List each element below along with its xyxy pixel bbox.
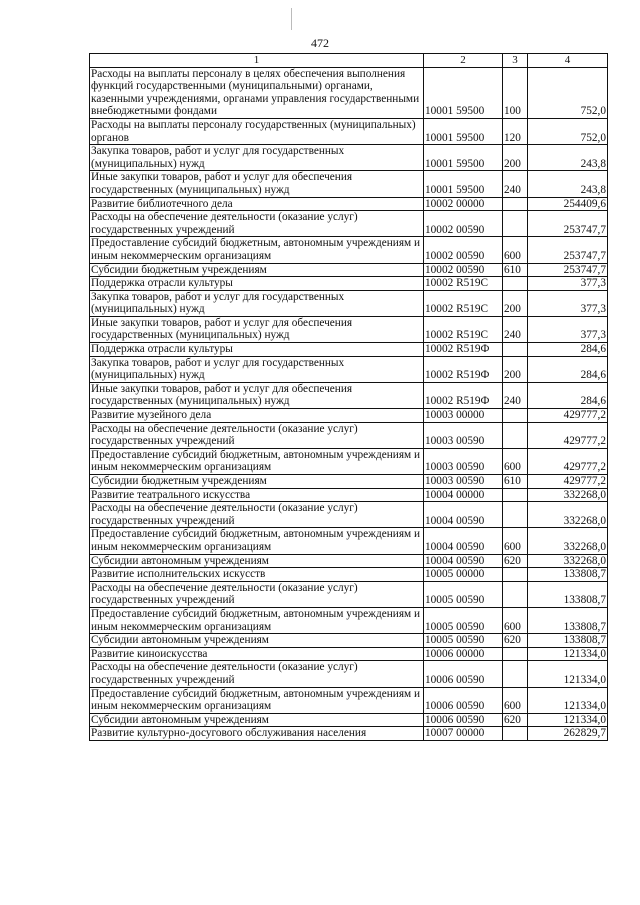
- table-row: [90, 727, 608, 741]
- page-number: 472: [311, 36, 329, 50]
- row-amount-cell: 121334,0: [528, 687, 608, 713]
- row-amount-cell: 429777,2: [528, 422, 608, 448]
- table-header-row: [90, 54, 608, 68]
- row-amount-cell: 332268,0: [528, 502, 608, 528]
- row-code-cell: 10001 59500: [424, 171, 503, 197]
- row-code-cell: 10004 00590: [424, 528, 503, 554]
- row-name-cell: Иные закупки товаров, работ и услуг для обеспечения государственных (муниципальных) нужд: [90, 382, 424, 408]
- row-name-cell: Субсидии бюджетным учреждениям: [90, 263, 424, 277]
- row-name-cell: Расходы на обеспечение деятельности (оказание услуг) государственных учреждений: [90, 581, 424, 607]
- row-code-cell: 10003 00590: [424, 422, 503, 448]
- row-group-cell: 120: [503, 118, 528, 144]
- row-group-cell: 600: [503, 528, 528, 554]
- row-group-cell: [503, 488, 528, 502]
- row-group-cell: [503, 409, 528, 423]
- row-amount-cell: 284,6: [528, 382, 608, 408]
- row-group-cell: 620: [503, 713, 528, 727]
- row-amount-cell: 377,3: [528, 277, 608, 291]
- row-code-cell: 10007 00000: [424, 727, 503, 741]
- row-code-cell: 10005 00590: [424, 607, 503, 633]
- table-row: [90, 171, 608, 197]
- row-amount-cell: 121334,0: [528, 647, 608, 661]
- row-name-cell: Развитие исполнительских искусств: [90, 568, 424, 582]
- row-amount-cell: 253747,7: [528, 237, 608, 263]
- row-name-cell: Иные закупки товаров, работ и услуг для обеспечения государственных (муниципальных) нужд: [90, 171, 424, 197]
- row-name-cell: Расходы на обеспечение деятельности (оказание услуг) государственных учреждений: [90, 502, 424, 528]
- row-code-cell: 10001 59500: [424, 118, 503, 144]
- row-amount-cell: 262829,7: [528, 727, 608, 741]
- table-row: [90, 67, 608, 118]
- row-group-cell: [503, 343, 528, 357]
- row-name-cell: Расходы на обеспечение деятельности (оказание услуг) государственных учреждений: [90, 661, 424, 687]
- row-code-cell: 10006 00590: [424, 687, 503, 713]
- row-amount-cell: 284,6: [528, 356, 608, 382]
- table-row: [90, 661, 608, 687]
- row-code-cell: 10002 R519C: [424, 277, 503, 291]
- row-group-cell: [503, 581, 528, 607]
- row-group-cell: 200: [503, 145, 528, 171]
- row-amount-cell: 133808,7: [528, 581, 608, 607]
- table-row: [90, 197, 608, 211]
- row-name-cell: Предоставление субсидий бюджетным, автономным учреждениям и иным некоммерческим организациям: [90, 528, 424, 554]
- row-group-cell: [503, 568, 528, 582]
- row-name-cell: Предоставление субсидий бюджетным, автономным учреждениям и иным некоммерческим организациям: [90, 687, 424, 713]
- row-name-cell: Субсидии автономным учреждениям: [90, 713, 424, 727]
- table-row: [90, 211, 608, 237]
- row-amount-cell: 429777,2: [528, 448, 608, 474]
- row-code-cell: 10004 00590: [424, 502, 503, 528]
- table-row: [90, 356, 608, 382]
- row-code-cell: 10005 00000: [424, 568, 503, 582]
- row-name-cell: Закупка товаров, работ и услуг для государственных (муниципальных) нужд: [90, 145, 424, 171]
- budget-table: [89, 53, 608, 741]
- row-name-cell: Предоставление субсидий бюджетным, автономным учреждениям и иным некоммерческим организациям: [90, 237, 424, 263]
- row-amount-cell: 332268,0: [528, 528, 608, 554]
- row-group-cell: [503, 277, 528, 291]
- row-code-cell: 10001 59500: [424, 67, 503, 118]
- row-name-cell: Поддержка отрасли культуры: [90, 277, 424, 291]
- row-code-cell: 10004 00590: [424, 554, 503, 568]
- row-amount-cell: 332268,0: [528, 554, 608, 568]
- row-code-cell: 10002 00590: [424, 237, 503, 263]
- row-code-cell: 10001 59500: [424, 145, 503, 171]
- row-name-cell: Закупка товаров, работ и услуг для государственных (муниципальных) нужд: [90, 290, 424, 316]
- header-col-2: 2: [424, 54, 503, 68]
- row-name-cell: Расходы на обеспечение деятельности (оказание услуг) государственных учреждений: [90, 211, 424, 237]
- table-row: [90, 528, 608, 554]
- row-name-cell: Субсидии автономным учреждениям: [90, 634, 424, 648]
- row-code-cell: 10002 R519C: [424, 316, 503, 342]
- row-name-cell: Развитие музейного дела: [90, 409, 424, 423]
- row-name-cell: Развитие киноискусства: [90, 647, 424, 661]
- row-code-cell: 10003 00590: [424, 475, 503, 489]
- row-name-cell: Предоставление субсидий бюджетным, автономным учреждениям и иным некоммерческим организациям: [90, 448, 424, 474]
- row-code-cell: 10003 00000: [424, 409, 503, 423]
- table-row: [90, 448, 608, 474]
- row-group-cell: 100: [503, 67, 528, 118]
- row-name-cell: Расходы на выплаты персоналу государственных (муниципальных) органов: [90, 118, 424, 144]
- row-group-cell: 240: [503, 171, 528, 197]
- table-row: [90, 488, 608, 502]
- table-row: [90, 145, 608, 171]
- table-row: [90, 343, 608, 357]
- row-name-cell: Иные закупки товаров, работ и услуг для обеспечения государственных (муниципальных) нужд: [90, 316, 424, 342]
- row-name-cell: Предоставление субсидий бюджетным, автономным учреждениям и иным некоммерческим организациям: [90, 607, 424, 633]
- row-amount-cell: 121334,0: [528, 661, 608, 687]
- row-group-cell: [503, 502, 528, 528]
- row-group-cell: 620: [503, 634, 528, 648]
- header-col-3: 3: [503, 54, 528, 68]
- row-group-cell: 610: [503, 475, 528, 489]
- row-amount-cell: 133808,7: [528, 607, 608, 633]
- row-name-cell: Расходы на обеспечение деятельности (оказание услуг) государственных учреждений: [90, 422, 424, 448]
- row-amount-cell: 133808,7: [528, 568, 608, 582]
- row-code-cell: 10003 00590: [424, 448, 503, 474]
- table-row: [90, 502, 608, 528]
- table-row: [90, 118, 608, 144]
- row-amount-cell: 377,3: [528, 290, 608, 316]
- row-amount-cell: 243,8: [528, 171, 608, 197]
- table-row: [90, 634, 608, 648]
- row-group-cell: 600: [503, 607, 528, 633]
- table-row: [90, 237, 608, 263]
- scan-artifact-line: [291, 8, 292, 30]
- row-code-cell: 10002 00000: [424, 197, 503, 211]
- row-amount-cell: 253747,7: [528, 263, 608, 277]
- row-code-cell: 10006 00000: [424, 647, 503, 661]
- table-row: [90, 422, 608, 448]
- row-group-cell: 240: [503, 316, 528, 342]
- row-name-cell: Закупка товаров, работ и услуг для государственных (муниципальных) нужд: [90, 356, 424, 382]
- row-name-cell: Развитие культурно-досугового обслуживания населения: [90, 727, 424, 741]
- table-row: [90, 290, 608, 316]
- row-name-cell: Поддержка отрасли культуры: [90, 343, 424, 357]
- row-amount-cell: 254409,6: [528, 197, 608, 211]
- row-code-cell: 10005 00590: [424, 634, 503, 648]
- table-row: [90, 647, 608, 661]
- row-name-cell: Развитие театрального искусства: [90, 488, 424, 502]
- row-group-cell: [503, 661, 528, 687]
- row-group-cell: 610: [503, 263, 528, 277]
- row-code-cell: 10002 R519Ф: [424, 382, 503, 408]
- table-row: [90, 409, 608, 423]
- table-row: [90, 277, 608, 291]
- row-group-cell: 240: [503, 382, 528, 408]
- row-code-cell: 10002 R519C: [424, 290, 503, 316]
- table-row: [90, 316, 608, 342]
- row-code-cell: 10006 00590: [424, 661, 503, 687]
- table-row: [90, 475, 608, 489]
- row-code-cell: 10002 00590: [424, 211, 503, 237]
- row-code-cell: 10005 00590: [424, 581, 503, 607]
- row-group-cell: 600: [503, 237, 528, 263]
- row-amount-cell: 243,8: [528, 145, 608, 171]
- row-group-cell: [503, 197, 528, 211]
- row-amount-cell: 253747,7: [528, 211, 608, 237]
- row-group-cell: 600: [503, 448, 528, 474]
- row-group-cell: [503, 211, 528, 237]
- row-group-cell: 200: [503, 290, 528, 316]
- row-code-cell: 10002 R519Ф: [424, 356, 503, 382]
- table-row: [90, 581, 608, 607]
- row-code-cell: 10002 00590: [424, 263, 503, 277]
- row-amount-cell: 284,6: [528, 343, 608, 357]
- row-name-cell: Субсидии бюджетным учреждениям: [90, 475, 424, 489]
- row-group-cell: [503, 422, 528, 448]
- row-group-cell: [503, 647, 528, 661]
- row-code-cell: 10006 00590: [424, 713, 503, 727]
- row-amount-cell: 121334,0: [528, 713, 608, 727]
- row-group-cell: [503, 727, 528, 741]
- header-col-1: 1: [90, 54, 424, 68]
- row-amount-cell: 133808,7: [528, 634, 608, 648]
- row-amount-cell: 429777,2: [528, 475, 608, 489]
- table-row: [90, 687, 608, 713]
- row-group-cell: 200: [503, 356, 528, 382]
- row-code-cell: 10002 R519Ф: [424, 343, 503, 357]
- budget-table-body: [90, 54, 608, 741]
- row-amount-cell: 429777,2: [528, 409, 608, 423]
- table-row: [90, 713, 608, 727]
- table-row: [90, 554, 608, 568]
- row-name-cell: Субсидии автономным учреждениям: [90, 554, 424, 568]
- header-col-4: 4: [528, 54, 608, 68]
- row-name-cell: Расходы на выплаты персоналу в целях обеспечения выполнения функций государственными (муниципальными) органами, казенными учреждениями, органами управления государственными внебюджетными фондами: [90, 67, 424, 118]
- table-row: [90, 568, 608, 582]
- table-row: [90, 607, 608, 633]
- row-group-cell: 620: [503, 554, 528, 568]
- row-code-cell: 10004 00000: [424, 488, 503, 502]
- table-row: [90, 263, 608, 277]
- row-name-cell: Развитие библиотечного дела: [90, 197, 424, 211]
- row-amount-cell: 752,0: [528, 67, 608, 118]
- row-amount-cell: 752,0: [528, 118, 608, 144]
- row-amount-cell: 332268,0: [528, 488, 608, 502]
- table-row: [90, 382, 608, 408]
- row-group-cell: 600: [503, 687, 528, 713]
- row-amount-cell: 377,3: [528, 316, 608, 342]
